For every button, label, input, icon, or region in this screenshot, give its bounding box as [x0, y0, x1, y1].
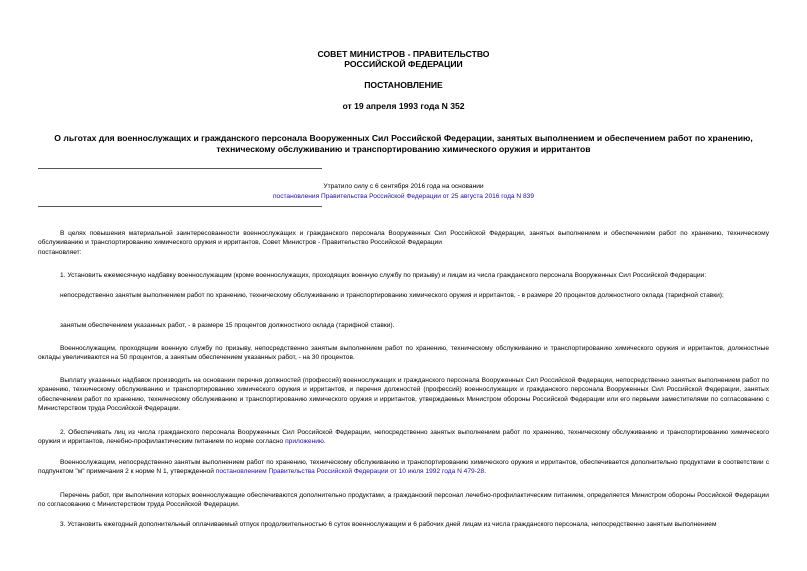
paragraph-1a-text: непосредственно занятым выполнением работ по хранению, техническому обслуживанию и транспортированию химического оружия и ирритантов, - в размере 20 процентов должностного оклада (тарифной ставки);: [60, 292, 724, 299]
paragraph-2-end: .: [323, 438, 326, 446]
resolves-line: постановляет:: [38, 249, 82, 256]
paragraph-1b: [38, 321, 769, 330]
divider-top: [38, 168, 322, 169]
paragraph-1c: [38, 344, 769, 363]
paragraph-2b: [38, 491, 769, 510]
paragraph-1b-text: занятым обеспечением указанных работ, - в размере 15 процентов должностного оклада (тарифной ставки).: [60, 322, 395, 329]
divider-bottom: [38, 206, 322, 207]
status-note-text: Утратило силу с 6 сентября 2016 года на основании: [323, 183, 484, 190]
paragraph-2: [38, 428, 769, 447]
paragraph-1d-text: Выплату указанных надбавок производить на основании перечня должностей (профессий) военнослужащих и гражданского персонала Вооруженных Сил Российской Федерации, непосредственно занятых выполнением работ по хранению, техническому обслуживанию и транспортированию химического оружия и ирритантов, и перечня должностей (профессий) военнослужащих и гражданского персонала Вооруженных Сил Российской Федерации, занятых обеспечением работ по хранению, техническому обслуживанию и транспортированию химического оружия и ирритантов, утверждаемых Министром обороны Российской Федерации или его первыми заместителями по согласованию с Министерством труда Российской Федерации.: [38, 377, 769, 412]
paragraph-2a-text: Военнослужащим, непосредственно занятым выполнением работ по хранению, техническому обслуживанию и транспортированию химического оружия и ирритантов, обеспечивается дополнительно продуктами в соответствии с подпунктом "м" примечания 2 к норме N 1, утвержденной: [38, 459, 769, 476]
org-name-line2: РОССИЙСКОЙ ФЕДЕРАЦИИ: [344, 59, 463, 69]
paragraph-2-text: 2. Обеспечивать лиц из числа гражданского персонала Вооруженных Сил Российской Федерации, непосредственно занятых выполнением работ по хранению, техническому обслуживанию и транспортированию химического оружия и ирритантов, лечебно-профилактическим питанием по норме согласно: [38, 429, 769, 446]
intro-text: В целях повышения материальной заинтересованности военнослужащих и гражданского персонала Вооруженных Сил Российской Федерации, занятых выполнением и обеспечением работ по хранению, техническому обслуживанию и транспортированию химического оружия и ирритантов, Совет Министров - Правительство Российской Федерации: [38, 230, 769, 247]
intro-paragraph: [38, 229, 769, 248]
paragraph-1c-text: Военнослужащим, проходящим военную службу по призыву, непосредственно занятым выполнением работ по хранению, техническому обслуживанию и транспортированию химического оружия и ирритантов, должностные оклады увеличиваются на 50 процентов, а занятым обеспечением указанных работ, - на 30 процентов.: [38, 345, 769, 362]
org-name-line1: СОВЕТ МИНИСТРОВ - ПРАВИТЕЛЬСТВО: [317, 49, 490, 59]
document-type: ПОСТАНОВЛЕНИЕ: [364, 80, 443, 90]
status-note-link-line: [0, 192, 807, 201]
paragraph-1: [38, 271, 769, 280]
decree-479-link[interactable]: постановлением Правительства Российской Федерации от 10 июля 1992 года N 479-28: [215, 468, 485, 476]
appendix-link[interactable]: приложению: [285, 438, 324, 446]
paragraph-1d: [38, 376, 769, 413]
document-title: О льготах для военнослужащих и гражданского персонала Вооруженных Сил Российской Федерации, занятых выполнением и обеспечением работ по хранению, техническому обслуживанию и транспортированию химического оружия и ирритантов: [54, 133, 753, 154]
document-date: от 19 апреля 1993 года N 352: [342, 101, 465, 111]
paragraph-3-text: 3. Установить ежегодный дополнительный оплачиваемый отпуск продолжительностью 6 суток военнослужащим и 6 рабочих дней лицам из числа гражданского персонала, непосредственно занятым выполнением: [60, 521, 717, 528]
paragraph-3: [38, 520, 769, 529]
repeal-decree-link[interactable]: постановления Правительства Российской Федерации от 25 августа 2016 года N 839: [272, 193, 535, 200]
paragraph-2b-text: Перечень работ, при выполнении которых военнослужащие обеспечиваются дополнительно продуктами, а гражданский персонал лечебно-профилактическим питанием, определяется Министром обороны Российской Федерации по согласованию с Министерством труда Российской Федерации.: [38, 492, 769, 509]
paragraph-1-text: 1. Установить ежемесячную надбавку военнослужащим (кроме военнослужащих, проходящих военную службу по призыву) и лицам из числа гражданского персонала Вооруженных Сил Российской Федерации:: [60, 272, 707, 279]
paragraph-1a: [38, 291, 769, 300]
paragraph-2a: [38, 458, 769, 477]
paragraph-2a-end: .: [484, 468, 487, 476]
